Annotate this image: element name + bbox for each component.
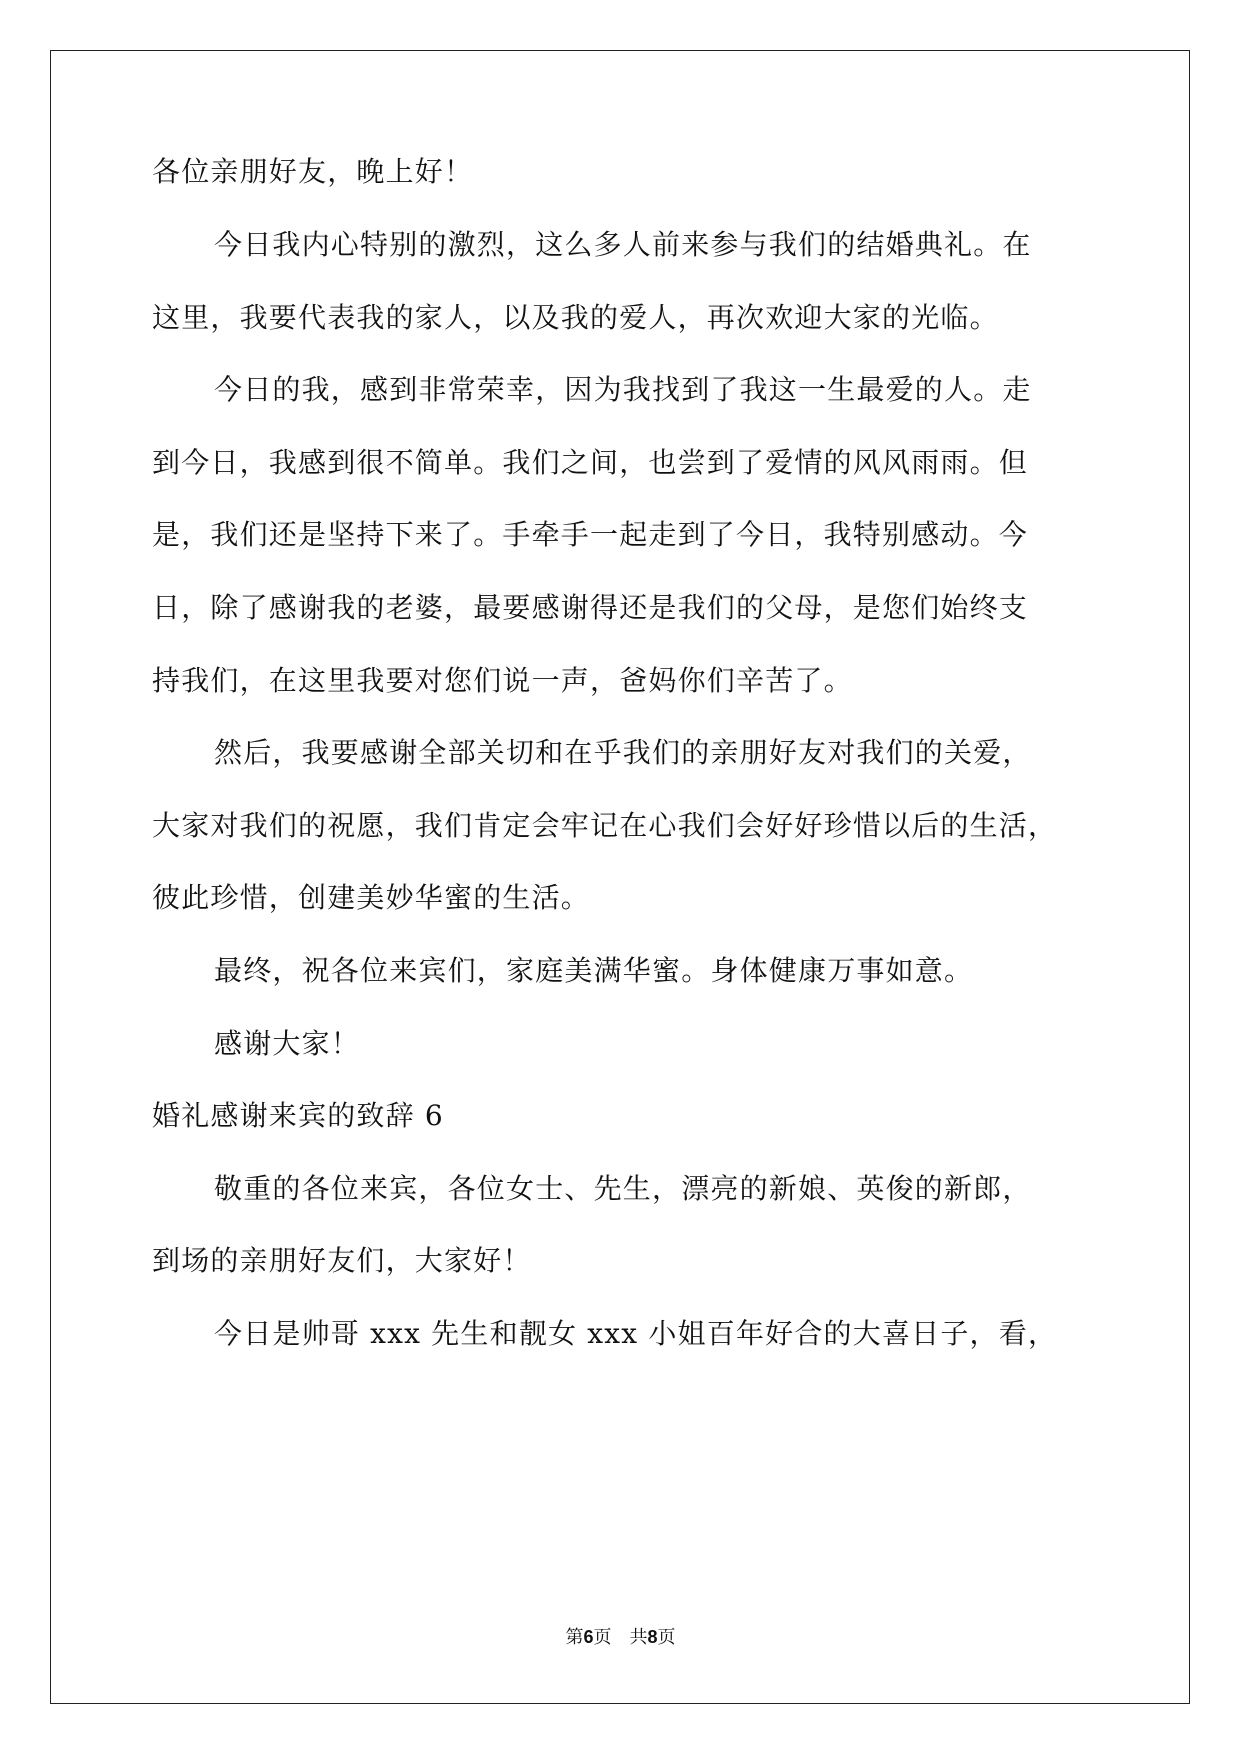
paragraph-line: 大家对我们的祝愿，我们肯定会牢记在心我们会好好珍惜以后的生活，	[152, 809, 1058, 842]
paragraph-line: 是，我们还是坚持下来了。手牵手一起走到了今日，我特别感动。今	[152, 518, 1029, 551]
total-page-number: 8	[647, 1627, 658, 1647]
greeting-line: 各位亲朋好友，晚上好！	[152, 155, 474, 188]
footer-suffix: 页	[657, 1627, 676, 1648]
paragraph-line: 这里，我要代表我的家人，以及我的爱人，再次欢迎大家的光临。	[152, 301, 999, 334]
footer-prefix: 第	[565, 1627, 584, 1648]
paragraph-line: 日，除了感谢我的老婆，最要感谢得还是我们的父母，是您们始终支	[152, 591, 1029, 624]
paragraph-line: 敬重的各位来宾，各位女士、先生，漂亮的新娘、英俊的新郎，	[214, 1172, 1032, 1205]
paragraph-line: 感谢大家！	[214, 1027, 361, 1060]
paragraph-line: 今日我内心特别的激烈，这么多人前来参与我们的结婚典礼。在	[214, 228, 1032, 261]
current-page-number: 6	[583, 1627, 594, 1647]
paragraph-line: 今日的我，感到非常荣幸，因为我找到了我这一生最爱的人。走	[214, 373, 1032, 406]
page-footer	[0, 1625, 1241, 1650]
paragraph-line: 彼此珍惜，创建美妙华蜜的生活。	[152, 881, 591, 914]
paragraph-line: 今日是帅哥 xxx 先生和靓女 xxx 小姐百年好合的大喜日子，看，	[214, 1317, 1058, 1350]
paragraph-line: 持我们，在这里我要对您们说一声，爸妈你们辛苦了。	[152, 664, 853, 697]
paragraph-line: 到今日，我感到很不简单。我们之间，也尝到了爱情的风风雨雨。但	[152, 446, 1029, 479]
paragraph-line: 到场的亲朋好友们，大家好！	[152, 1244, 532, 1277]
section-heading: 婚礼感谢来宾的致辞 6	[152, 1099, 444, 1132]
paragraph-line: 最终，祝各位来宾们，家庭美满华蜜。身体健康万事如意。	[214, 954, 974, 987]
footer-middle: 页 共	[593, 1627, 648, 1648]
paragraph-line: 然后，我要感谢全部关切和在乎我们的亲朋好友对我们的关爱，	[214, 736, 1032, 769]
